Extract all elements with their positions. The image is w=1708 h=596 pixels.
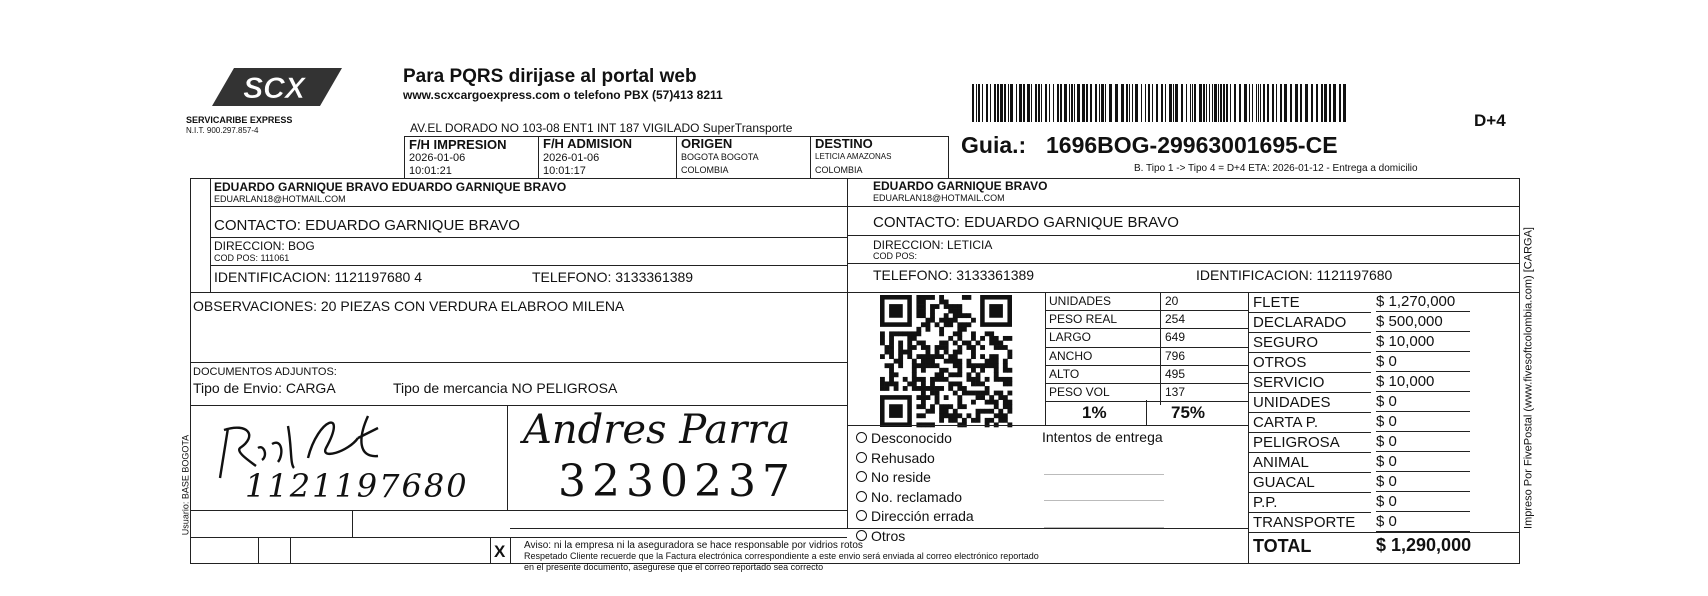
qr-code bbox=[880, 295, 1012, 427]
documentos-label: DOCUMENTOS ADJUNTOS: bbox=[193, 366, 337, 378]
charge-value: $ 0 bbox=[1376, 353, 1397, 370]
measure-label: PESO VOL bbox=[1049, 385, 1110, 399]
recipient-telefono: TELEFONO: 3133361389 bbox=[873, 267, 1035, 283]
admision-date: 2026-01-06 bbox=[543, 152, 600, 164]
impresion-date: 2026-01-06 bbox=[409, 152, 466, 164]
measure-label: LARGO bbox=[1049, 330, 1092, 345]
destino-country: COLOMBIA bbox=[815, 165, 863, 175]
charge-label: UNIDADES bbox=[1253, 394, 1331, 411]
admision-time: 10:01:17 bbox=[543, 165, 586, 177]
sender-name: EDUARDO GARNIQUE BRAVO EDUARDO GARNIQUE BRAVO bbox=[214, 180, 567, 194]
destino-label: DESTINO bbox=[815, 136, 873, 151]
measure-label: ALTO bbox=[1049, 366, 1080, 381]
percent-1: 1% bbox=[1082, 403, 1107, 422]
radio-circle-icon[interactable] bbox=[856, 471, 867, 482]
recipient-direccion: DIRECCION: LETICIA bbox=[873, 238, 993, 252]
charge-label: OTROS bbox=[1253, 354, 1307, 371]
charge-value: $ 10,000 bbox=[1376, 333, 1435, 350]
total-value: $ 1,290,000 bbox=[1376, 535, 1472, 555]
charge-value: $ 0 bbox=[1376, 453, 1397, 470]
charge-label: GUACAL bbox=[1253, 474, 1315, 491]
origen-country: COLOMBIA bbox=[681, 165, 729, 175]
recipient-contacto: CONTACTO: EDUARDO GARNIQUE BRAVO bbox=[873, 214, 1179, 231]
status-option: No reside bbox=[871, 469, 931, 485]
radio-circle-icon[interactable] bbox=[856, 432, 867, 443]
measure-label: UNIDADES bbox=[1049, 294, 1112, 308]
admision-label: F/H ADMISION bbox=[543, 136, 633, 151]
charge-label: DECLARADO bbox=[1253, 314, 1347, 331]
side-label-left: Usuario: BASE BOGOTA bbox=[180, 434, 191, 536]
charge-label: TRANSPORTE bbox=[1253, 514, 1356, 531]
service-level: D+4 bbox=[1474, 111, 1506, 130]
guia-number: 1696BOG-29963001695-CE bbox=[1046, 132, 1338, 158]
charge-value: $ 0 bbox=[1376, 513, 1397, 530]
contact-line: www.scxcargoexpress.com o telefono PBX (57)413 8211 bbox=[403, 88, 723, 102]
company-name: SERVICARIBE EXPRESS bbox=[186, 115, 293, 125]
status-option: Otros bbox=[871, 527, 906, 544]
charge-value: $ 1,270,000 bbox=[1376, 293, 1456, 310]
side-label-right: Impreso Por FivePostal (www.fivesoftcolombia.com) [CARGA] bbox=[1522, 227, 1535, 529]
measure-label: PESO REAL bbox=[1049, 312, 1118, 327]
company-logo bbox=[212, 68, 342, 108]
origen-city: BOGOTA BOGOTA bbox=[681, 152, 759, 162]
company-nit: N.I.T. 900.297.857-4 bbox=[186, 126, 259, 135]
check-mark: X bbox=[494, 542, 506, 561]
sender-email: EDUARLAN18@HOTMAIL.COM bbox=[214, 194, 346, 204]
radio-circle-icon[interactable] bbox=[856, 452, 867, 463]
radio-circle-icon[interactable] bbox=[856, 530, 867, 541]
logo-text: SCX bbox=[243, 72, 305, 105]
receiver-signature-phone: 3230237 bbox=[558, 456, 796, 507]
sender-telefono: TELEFONO: 3133361389 bbox=[532, 269, 694, 285]
charge-value: $ 500,000 bbox=[1376, 313, 1443, 330]
observaciones: OBSERVACIONES: 20 PIEZAS CON VERDURA ELABROO MILENA bbox=[193, 298, 625, 314]
charge-label: CARTA P. bbox=[1253, 414, 1319, 431]
charge-value: $ 0 bbox=[1376, 493, 1397, 510]
recipient-name: EDUARDO GARNIQUE BRAVO bbox=[873, 179, 1048, 193]
eta-line: B. Tipo 1 -> Tipo 4 = D+4 ETA: 2026-01-12 - Entrega a domicilio bbox=[1134, 163, 1418, 174]
charge-label: ANIMAL bbox=[1253, 454, 1309, 471]
disclaimer-line3: en el presente documento, asegurese que el correo reportado sea correcto bbox=[524, 562, 824, 572]
recipient-identificacion: IDENTIFICACION: 1121197680 bbox=[1196, 267, 1393, 283]
sender-signature-id: 1121197680 bbox=[245, 467, 469, 505]
status-option: No. reclamado bbox=[871, 488, 963, 505]
origen-label: ORIGEN bbox=[681, 136, 733, 151]
charge-value: $ 0 bbox=[1376, 393, 1397, 410]
sender-identificacion: IDENTIFICACION: 1121197680 4 bbox=[214, 269, 423, 285]
pqrs-title: Para PQRS dirijase al portal web bbox=[403, 66, 697, 87]
radio-circle-icon[interactable] bbox=[856, 510, 867, 521]
percent-2: 75% bbox=[1171, 403, 1206, 422]
charge-value: $ 10,000 bbox=[1376, 373, 1435, 390]
charge-label: SERVICIO bbox=[1253, 374, 1325, 391]
charge-label: SEGURO bbox=[1253, 334, 1319, 351]
charge-label: PELIGROSA bbox=[1253, 434, 1340, 451]
charge-value: $ 0 bbox=[1376, 473, 1397, 490]
impresion-time: 10:01:21 bbox=[409, 165, 452, 177]
sender-codpos: COD POS: 111061 bbox=[214, 253, 290, 263]
sender-direccion: DIRECCION: BOG bbox=[214, 239, 315, 253]
charge-label: P.P. bbox=[1253, 494, 1278, 511]
measure-value: 254 bbox=[1165, 312, 1186, 327]
measure-label: ANCHO bbox=[1049, 348, 1093, 363]
address-line: AV.EL DORADO NO 103-08 ENT1 INT 187 VIGILADO SuperTransporte bbox=[410, 121, 793, 135]
measure-value: 796 bbox=[1165, 348, 1186, 363]
status-option: Desconocido bbox=[871, 430, 952, 446]
guia-label: Guia.: bbox=[961, 132, 1027, 158]
measure-value: 649 bbox=[1165, 330, 1186, 345]
measure-value: 20 bbox=[1165, 294, 1179, 308]
tipo-mercancia: Tipo de mercancia NO PELIGROSA bbox=[393, 380, 618, 396]
measure-value: 137 bbox=[1165, 385, 1186, 399]
charge-label: FLETE bbox=[1253, 294, 1300, 311]
attempts-label: Intentos de entrega bbox=[1042, 429, 1163, 445]
recipient-codpos: COD POS: bbox=[873, 251, 918, 261]
charge-value: $ 0 bbox=[1376, 433, 1397, 450]
measure-value: 495 bbox=[1165, 366, 1186, 381]
disclaimer-line2: Respetado Cliente recuerde que la Factura electrónica correspondiente a este envio será enviada al correo electrónico reportado bbox=[524, 551, 1039, 561]
receiver-signature-name: Andres Parra bbox=[523, 407, 791, 453]
status-option: Dirección errada bbox=[871, 508, 974, 524]
barcode bbox=[972, 84, 1350, 122]
charge-value: $ 0 bbox=[1376, 413, 1397, 430]
sender-contacto: CONTACTO: EDUARDO GARNIQUE BRAVO bbox=[214, 217, 520, 234]
impresion-label: F/H IMPRESION bbox=[409, 137, 507, 152]
radio-circle-icon[interactable] bbox=[856, 491, 867, 502]
destino-city: LETICIA AMAZONAS bbox=[815, 152, 892, 161]
status-option: Rehusado bbox=[871, 449, 935, 466]
total-label: TOTAL bbox=[1253, 536, 1312, 556]
tipo-envio: Tipo de Envio: CARGA bbox=[193, 380, 336, 396]
recipient-email: EDUARLAN18@HOTMAIL.COM bbox=[873, 193, 1005, 203]
disclaimer-line1: Aviso: ni la empresa ni la aseguradora se hace responsable por vidrios rotos bbox=[524, 540, 863, 551]
